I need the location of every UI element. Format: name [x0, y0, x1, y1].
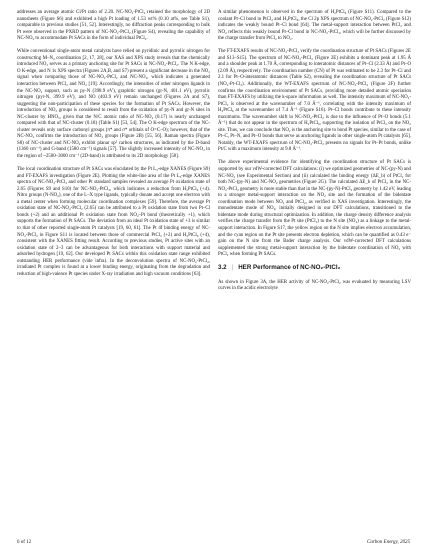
section-title: HER Performance of NC-NO₂-PtCl₂: [238, 264, 341, 272]
section-number: 3.2: [218, 264, 227, 272]
left-column: [17, 10, 210, 285]
paragraph: The FT-EXAFS results of NC-NO₂-PtCl₂ verify the coordination structure of Pt SACs (Figures 2E and S13–S15). The spectrum of NC-NO₂-PtCl₂ (Figure 2E) exhibits a dominant peak at 1.95 Å and a shoulder peak at 1.70 Å, corresponding to interatomic distances of Pt–Cl (2.33 Å) and Pt–O (2.09 Å), respectively. The coordination number (CN) of Pt was estimated to be 2.3 for Pt–Cl and 2.1 for Pt–O-interatomic distances (Table S2), revealing the coordination structure of Pt SACs (NO₂-Pt-Cl₂). Additionally, the WT-EXAFS spectrum of NC-NO₂-PtCl₂ (Figure 2F) further confirms the coordination environment of Pt SACs, providing more detailed atomic speciation than FT-EXAFS by utilizing the k-space information as well. The intensity maximum of NC-NO₂-PtCl₂ is observed at the wavenumber of 7.0 Å⁻¹, correlating with the intensity maximum of H₂PtCl₆ at the wavenumber of 7.4 Å⁻¹ (Figure S16). Pt–Cl bonds contribute to these intensity maximums. The wavenumber shift in NC-NO₂-PtCl₂ is due to the influence of Pt–O bonds (5.1 Å⁻¹) that do not appear in the spectrum of H₂PtCl₆, supporting the isolation of PtCl₂ on the NO₂ site. Thus, we can conclude that NO₂ is the anchoring site to bond Pt species, similar to the case of Pt–C, Pt–N, and Pt–O bonds that serve as anchoring ligands in other single-atom Pt catalysts [65]. Notably, the WT-EXAFS spectrum of NC-NO₂-PtCl₂ presents no signals for Pt–Pt bonds, unlike Pt/C with a maximum intensity at 9.8 Å⁻¹.: [218, 49, 411, 153]
section-divider: |: [231, 264, 234, 272]
paragraph: The local coordination structure of Pt SACs was elucidated by the Pt L₃-edge XANES (Figure S9) and FT-EXAFS investigation (Figure 2E). Plotting the white-line area of the Pt L₃-edge XANES spectra of NC-NO₂-PtCl₂ and other Pt standard samples revealed an average Pt oxidation state of 2.65 (Figures S9 and S10) for NC-NO₂-PtCl₂, which indicates a reduction from H₂PtCl₆ (+4). Nitro groups (N-NO₂), one of the L–X type ligands, typically donate and accept one electron with a metal center when forming molecular coordination complexes [59]. Therefore, the average Pt oxidation state of NC-NO₂-PtCl₂ (2.65) can be attributed to a Pt oxidation state from two Pt–Cl bonds (+2) and an additional Pt oxidation state from NO₂–Pt bond (theoretically +1), which supports the formation of Pt SACs. The deviation from an ideal Pt oxidation state of +3 is similar to that of other reported single-atom Pt catalysts [19, 60, 61]. The Pt 4f binding energy of NC-NO₂-PtCl₂ in Figure S11 is located between those of commercial PtCl₂ (+2) and H₂PtCl₆ (+4), consistent with the XANES fitting result. According to previous studies, Pt active sites with an oxidation state of 2–3 can be advantageous for both interactions with support material and adsorbed hydrogen [19, 62]. Our developed Pt SACs within this oxidation state range exhibited outstanding HER performance (vide infra). In the deconvolution spectra of NC-NO₂-PtCl₂, irradiated Pt complex is found at a lower binding energy, originating from the degradation and reduction of high-valence Pt species under X-ray irradiation and high vacuum conditions [63].: [17, 167, 210, 277]
paragraph: addresses an average atomic Cl/Pt ratio of 2.20. NC-NO₂-PtCl₂ retained the morphology of 2D nanosheets (Figure S6) and exhibited a high Pt loading of 1.53 wt% (0.10 at%, see Table S1), comparable to previous studies [51, 52]. Interestingly, no diffraction peaks corresponding to bulk Pt were observed in the PXRD pattern of NC-NO₂-PtCl₂ (Figure S4), revealing the capability of NC-NO₂ to accommodate Pt SACs in the form of individual PtCl₂.: [17, 10, 210, 42]
paragraph: The above experimental evidence for identifying the coordination structure of Pt SACs is supported by our vdW-corrected DFT calculations: (i) we optimized geometries of NC-(py-N) and NC-NO₂ (see Experimental Section) and (ii) calculated the binding energy (ΔE_b) of PtCl₂ for both NC-(py-N) and NC-NO₂ geometries (Figure 2G). The calculated ΔE_b of PtCl₂ in the NC-NO₂-PtCl₂ geometry is more stable than that in the NC-(py-N)-PtCl₂ geometry by 1.42 eV, leading to a stronger metal-support interaction on the NO₂ site and the formation of the bidentate coordination mode between NO₂ and PtCl₂, as verified in XAS investigation. Interestingly, the monodentate mode of NO₂, initially designed in our DFT calculations, transitioned to the bidentate mode during structural optimization. In addition, the charge density difference analysis verifies the charge transfer from the Pt site (PtCl₂) to the N site (NO₂) as a linkage to the metal-support interaction. In Figure S17, the yellow region on the N site implies electron accumulation, and the cyan region on the Pt site presents electron depletion, which can be quantified as 0.43 e⁻ gain on the N site from the Bader charge analysis. Our vdW-corrected DFT calculations supplemented the strong metal-support interaction by the bidentate coordination of NO₂ with PtCl₂ when forming Pt SACs.: [218, 160, 412, 258]
paragraph: While conventional single-atom metal catalysts have relied on pyridinic and pyrrolic nitrogen for constructing M–N₄ coordination [2, 17, 28], our XAS and XPS study reveals that the chemically introduced NO₂ serves as a primary anchoring site for Pt SACs in NC-NO₂-PtCl₂. The N K-edge, O K-edge, and N 1s XPS spectra (Figures 2A,B, and S7) present a significant decrease in the NO₂ signal when comparing those of NC-NO₂-PtCl₂ and NC-NO₂, which indicates a generated interaction between PtCl₂ and NO₂ [19]. Accordingly, the intensities of other nitrogen ligands in the NC-NO₂ support, such as py-N (398.9 eV), graphitic nitrogen (gr-N, 401.1 eV), pyrrolic nitrogen (pyr-N, 399.9 eV), and NO (403.9 eV) remain unchanged (Figures 2A and S7), suggesting the non-participation of these species for the formation of Pt SACs. However, the introduction of NO₂ groups is considered to result from the oxidation of py-N and gr-N sites in NC-cluster by HNO₃, given that the N/C atomic ratio of NC-NO₂ (0.17) is nearly unchanged compared with that of NC-cluster (0.18) (Table S1) [53, 54]. The O K-edge spectrum of the NC-cluster reveals only surface carbonyl groups (π* and σ* orbitals of O=C–O); however, that of the NC-NO₂ confirms the introduction of NO₂ groups (Figure 2B) [55, 56]. Raman spectra (Figure S8) of NC-cluster and NC-NO₂ exhibit planar sp² carbon structures, as indicated by the D-band (1360 cm⁻¹) and G-band (1580 cm⁻¹) signals [57]. The slightly increased intensity of NC-NO₂ in the region of ~2500–3000 cm⁻¹ (2D-band) is attributed to its 2D morphology [58].: [17, 49, 210, 159]
paragraph: As shown in Figure 3A, the HER activity of NC-NO₂-PtCl₂ was evaluated by measuring LSV curves in the acidic electrolyte: [218, 279, 411, 292]
right-column: [218, 10, 411, 299]
page-number: 6 of 12: [17, 540, 32, 545]
section-heading: [218, 265, 411, 272]
journal-name: Carbon Energy, 2025: [366, 540, 410, 545]
paragraph: A similar phenomenon is observed in the spectrum of H₂PtCl₆ (Figure S11). Compared to the coolant Pt–Cl bond in PtCl₂ and H₂PtCl₆, the Cl 2p XPS spectrum of NC-NO₂-PtCl₂ (Figure S12) indicates the weakly bound Pt–Cl bond [64]. The metal-support interaction between PtCl₂ and NO₂ reflects this weakly bound Pt–Cl bond in NC-NO₂-PtCl₂, which will be further discussed by the charge transfer from PtCl₂ to NO₂.: [218, 10, 411, 42]
